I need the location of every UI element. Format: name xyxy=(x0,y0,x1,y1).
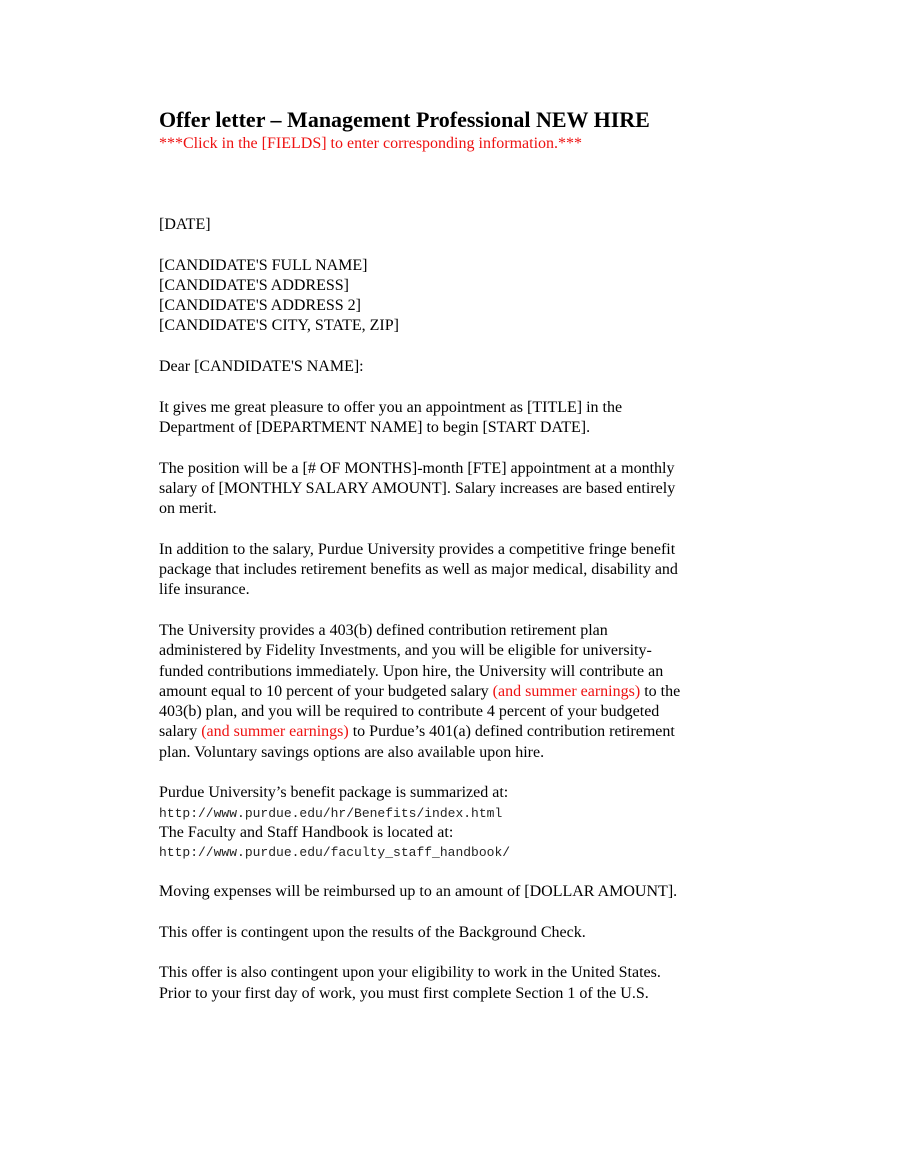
spacer xyxy=(159,862,749,882)
summer-earnings-note: (and summer earnings) xyxy=(201,723,349,741)
text-fragment: to the xyxy=(640,682,681,700)
spacer xyxy=(159,235,749,255)
text-line xyxy=(159,722,749,742)
text-line: This offer is also contingent upon your eligibility to work in the United States. xyxy=(159,964,661,982)
handbook-link[interactable]: http://www.purdue.edu/faculty_staff_handbook/ xyxy=(159,844,511,860)
recipient-address xyxy=(159,256,749,337)
text-fragment: to Purdue’s 401(a) defined contribution retirement xyxy=(348,723,675,741)
text-fragment: amount equal to 10 percent of your budgeted salary xyxy=(159,682,493,700)
paragraph-benefits xyxy=(159,540,749,601)
paragraph-background: This offer is contingent upon the results of the Background Check. xyxy=(159,923,586,941)
summer-earnings-note: (and summer earnings) xyxy=(492,682,641,700)
text-line xyxy=(159,682,749,702)
spacer xyxy=(159,438,749,458)
instruction-text: ***Click in the [FIELDS] to enter corresponding information.*** xyxy=(159,135,583,152)
paragraph-appointment xyxy=(159,398,749,439)
candidate-address2-field[interactable]: [CANDIDATE'S ADDRESS 2] xyxy=(159,297,362,315)
benefits-link[interactable]: http://www.purdue.edu/hr/Benefits/index.html xyxy=(159,805,503,821)
spacer xyxy=(159,154,749,215)
links-section xyxy=(159,783,749,862)
text-line: The University provides a 403(b) defined contribution retirement plan xyxy=(159,621,608,639)
handbook-label: The Faculty and Staff Handbook is located at: xyxy=(159,823,454,841)
paragraph-eligibility xyxy=(159,963,749,1004)
paragraph-position xyxy=(159,459,749,520)
text-line: package that includes retirement benefits as well as major medical, disability and xyxy=(159,561,678,579)
letter-title: Offer letter – Management Professional NEW HIRE xyxy=(159,107,650,132)
text-line: Prior to your first day of work, you must first complete Section 1 of the U.S. xyxy=(159,984,649,1002)
text-line: on merit. xyxy=(159,500,217,518)
spacer xyxy=(159,943,749,963)
spacer xyxy=(159,377,749,397)
spacer xyxy=(159,763,749,783)
benefits-label: Purdue University’s benefit package is summarized at: xyxy=(159,784,509,802)
candidate-city-field[interactable]: [CANDIDATE'S CITY, STATE, ZIP] xyxy=(159,317,399,335)
letter-page xyxy=(159,106,749,1004)
paragraph-moving: Moving expenses will be reimbursed up to an amount of [DOLLAR AMOUNT]. xyxy=(159,883,678,901)
text-line: administered by Fidelity Investments, and you will be eligible for university- xyxy=(159,642,652,660)
spacer xyxy=(159,601,749,621)
candidate-name-field[interactable]: [CANDIDATE'S FULL NAME] xyxy=(159,256,368,274)
text-line: funded contributions immediately. Upon hire, the University will contribute an xyxy=(159,662,664,680)
paragraph-retirement xyxy=(159,621,749,763)
candidate-address-field[interactable]: [CANDIDATE'S ADDRESS] xyxy=(159,276,350,294)
spacer xyxy=(159,903,749,923)
date-field[interactable]: [DATE] xyxy=(159,216,211,233)
text-line: Department of [DEPARTMENT NAME] to begin [START DATE]. xyxy=(159,418,591,436)
text-line: 403(b) plan, and you will be required to contribute 4 percent of your budgeted xyxy=(159,703,660,721)
text-line: plan. Voluntary savings options are also available upon hire. xyxy=(159,743,545,761)
text-line: The position will be a [# OF MONTHS]-month [FTE] appointment at a monthly xyxy=(159,459,675,477)
salutation: Dear [CANDIDATE'S NAME]: xyxy=(159,358,364,376)
text-line: life insurance. xyxy=(159,581,250,599)
spacer xyxy=(159,337,749,357)
text-line: salary of [MONTHLY SALARY AMOUNT]. Salary increases are based entirely xyxy=(159,479,676,497)
text-line: It gives me great pleasure to offer you an appointment as [TITLE] in the xyxy=(159,398,623,416)
text-fragment: salary xyxy=(159,723,202,741)
text-line: In addition to the salary, Purdue University provides a competitive fringe benefit xyxy=(159,540,676,558)
spacer xyxy=(159,519,749,539)
